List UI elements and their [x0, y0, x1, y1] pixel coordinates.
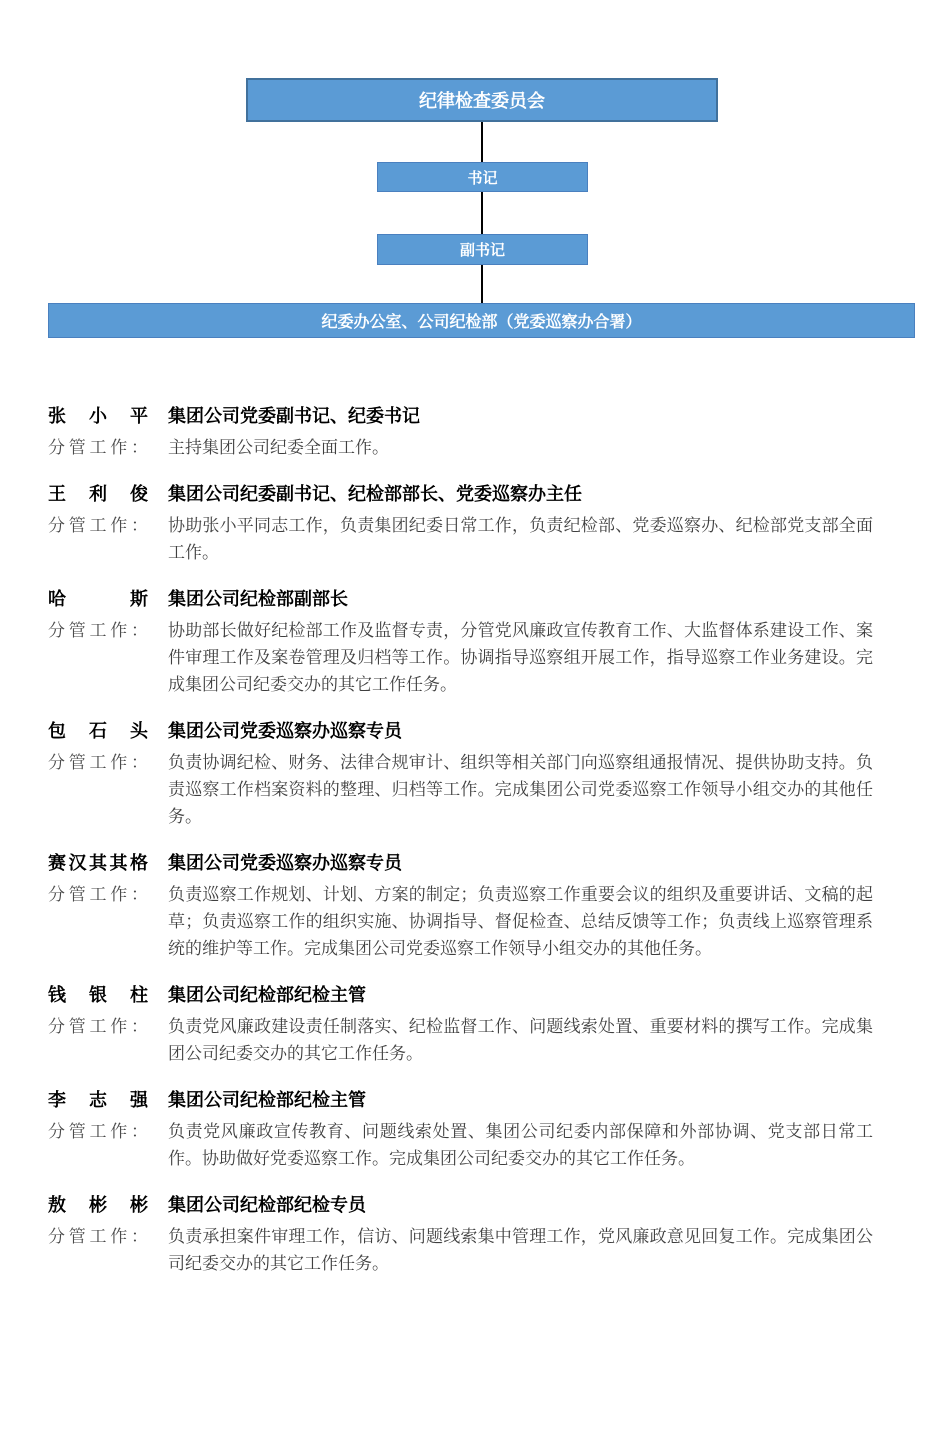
member-name: 哈斯 [48, 589, 148, 609]
member-name: 李志强 [48, 1090, 148, 1110]
member-title: 集团公司党委巡察办巡察专员 [168, 853, 402, 873]
member-header [48, 982, 878, 1009]
member-entry [48, 481, 878, 566]
member-name: 张小平 [48, 406, 148, 426]
member-entry [48, 403, 878, 461]
org-node-discipline-committee: 纪律检查委员会 [246, 78, 718, 122]
member-header [48, 1087, 878, 1114]
duty-text: 协助部长做好纪检部工作及监督专责，分管党风廉政宣传教育工作、大监督体系建设工作、案件审理工作及案卷管理及归档等工作。协调指导巡察组开展工作，指导巡察工作业务建设。完成集团公司纪委交办的其它工作任务。 [168, 621, 873, 694]
member-duty-row [48, 1013, 878, 1067]
member-header [48, 718, 878, 745]
member-entry [48, 982, 878, 1067]
duty-label: 分管工作： [48, 753, 148, 772]
duty-label: 分管工作： [48, 621, 148, 640]
member-header [48, 1192, 878, 1219]
duty-label: 分管工作： [48, 1227, 148, 1246]
org-chart [0, 0, 950, 395]
member-name: 赛汉其其格 [48, 853, 148, 873]
member-title: 集团公司纪检部纪检专员 [168, 1195, 366, 1215]
member-duty-row [48, 749, 878, 830]
member-header [48, 403, 878, 430]
member-entry [48, 718, 878, 830]
member-entry [48, 850, 878, 962]
duty-text: 负责巡察工作规划、计划、方案的制定；负责巡察工作重要会议的组织及重要讲话、文稿的起草；负责巡察工作的组织实施、协调指导、督促检查、总结反馈等工作；负责线上巡察管理系统的维护等工作。完成集团公司党委巡察工作领导小组交办的其他任务。 [168, 885, 873, 958]
member-duty-row [48, 434, 878, 461]
org-connector-2 [481, 192, 483, 234]
duty-text: 负责承担案件审理工作，信访、问题线索集中管理工作，党风廉政意见回复工作。完成集团公司纪委交办的其它工作任务。 [168, 1227, 873, 1273]
org-connector-3 [481, 265, 483, 303]
member-title: 集团公司党委副书记、纪委书记 [168, 406, 420, 426]
org-connector-1 [481, 122, 483, 162]
duty-label: 分管工作： [48, 1122, 148, 1141]
member-name: 敖彬彬 [48, 1195, 148, 1215]
member-title: 集团公司纪检部纪检主管 [168, 1090, 366, 1110]
duty-label: 分管工作： [48, 438, 148, 457]
member-name: 王利俊 [48, 484, 148, 504]
member-duty-row [48, 1223, 878, 1277]
member-entry [48, 1087, 878, 1172]
duty-text: 负责协调纪检、财务、法律合规审计、组织等相关部门向巡察组通报情况、提供协助支持。负责巡察工作档案资料的整理、归档等工作。完成集团公司党委巡察工作领导小组交办的其他任务。 [168, 753, 873, 826]
duty-label: 分管工作： [48, 516, 148, 535]
duty-text: 主持集团公司纪委全面工作。 [168, 438, 389, 457]
member-header [48, 586, 878, 613]
personnel-roster [48, 403, 878, 1277]
org-node-secretary: 书记 [377, 162, 588, 192]
member-header [48, 850, 878, 877]
member-title: 集团公司纪检部副部长 [168, 589, 348, 609]
duty-text: 负责党风廉政宣传教育、问题线索处置、集团公司纪委内部保障和外部协调、党支部日常工作。协助做好党委巡察工作。完成集团公司纪委交办的其它工作任务。 [168, 1122, 873, 1168]
member-duty-row [48, 512, 878, 566]
duty-label: 分管工作： [48, 885, 148, 904]
duty-text: 负责党风廉政建设责任制落实、纪检监督工作、问题线索处置、重要材料的撰写工作。完成集团公司纪委交办的其它工作任务。 [168, 1017, 873, 1063]
member-duty-row [48, 617, 878, 698]
org-node-department-bar: 纪委办公室、公司纪检部（党委巡察办合署） [48, 303, 915, 338]
member-title: 集团公司纪检部纪检主管 [168, 985, 366, 1005]
duty-label: 分管工作： [48, 1017, 148, 1036]
org-node-deputy-secretary: 副书记 [377, 234, 588, 265]
member-duty-row [48, 881, 878, 962]
member-title: 集团公司纪委副书记、纪检部部长、党委巡察办主任 [168, 484, 582, 504]
member-name: 包石头 [48, 721, 148, 741]
duty-text: 协助张小平同志工作，负责集团纪委日常工作，负责纪检部、党委巡察办、纪检部党支部全面工作。 [168, 516, 873, 562]
member-name: 钱银柱 [48, 985, 148, 1005]
member-duty-row [48, 1118, 878, 1172]
member-title: 集团公司党委巡察办巡察专员 [168, 721, 402, 741]
member-entry [48, 586, 878, 698]
member-header [48, 481, 878, 508]
member-entry [48, 1192, 878, 1277]
